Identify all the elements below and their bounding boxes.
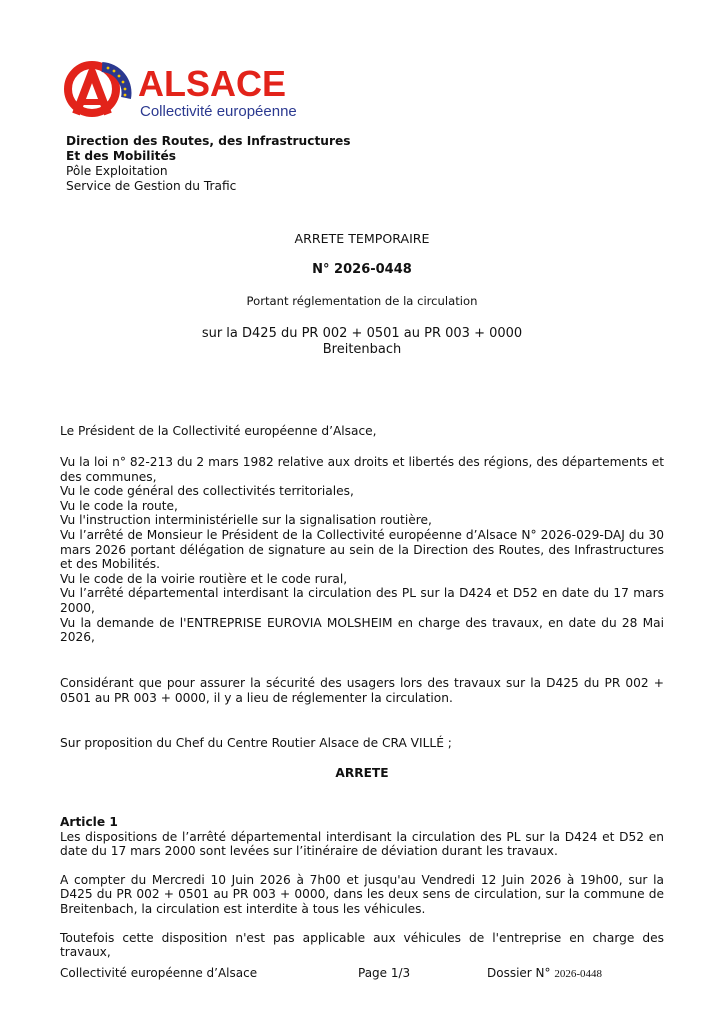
document-subject: Portant réglementation de la circulation [246, 294, 478, 308]
direction-line-4: Service de Gestion du Trafic [66, 179, 237, 193]
footer-page-number: Page 1/3 [358, 966, 411, 980]
footer-dossier-number: 2026-0448 [554, 968, 603, 980]
direction-line-3: Pôle Exploitation [66, 164, 168, 178]
footer-dossier [487, 966, 602, 980]
direction-block [66, 134, 351, 194]
logo-tagline: Collectivité européenne [140, 103, 297, 120]
intro-text: Le Président de la Collectivité européenne d’Alsace, [60, 424, 377, 438]
article-1-paragraph: Les dispositions de l’arrêté départemental interdisant la circulation des PL sur la D424 et D52 en date du 17 mars 2000 sont levées sur l’itinéraire de déviation durant les travaux. [60, 829, 664, 859]
vu-item: Vu la demande de l'ENTREPRISE EUROVIA MOLSHEIM en charge des travaux, en date du 28 Mai 2026, [60, 615, 664, 645]
vu-item: Vu le code la route, [60, 498, 178, 513]
logo-a-mark [76, 72, 108, 114]
considerant-text: Considérant que pour assurer la sécurité des usagers lors des travaux sur la D425 du PR 002 + 0501 au PR 003 + 0000, il y a lieu de réglementer la circulation. [60, 676, 664, 705]
footer-dossier-label: Dossier N° [487, 966, 551, 980]
vu-item: Vu l’arrêté de Monsieur le Président de la Collectivité européenne d’Alsace N° 2026-029-DAJ du 30 mars 2026 portant délégation de signature au sein de la Direction des Routes, des Infrastructures et des Mobilités. [60, 527, 664, 572]
direction-line-2: Et des Mobilités [66, 149, 176, 163]
arrete-heading: ARRETE [335, 766, 389, 780]
document-location [0, 326, 724, 358]
vu-item: Vu le code de la voirie routière et le code rural, [60, 571, 348, 586]
logo-word: ALSACE [138, 63, 287, 104]
footer-organisation: Collectivité européenne d’Alsace [60, 966, 258, 980]
article-1-heading: Article 1 [60, 815, 118, 829]
vu-item: Vu l’arrêté départemental interdisant la circulation des PL sur la D424 et D52 en date du 17 mars 2000, [60, 586, 664, 615]
vu-item: Vu le code général des collectivités territoriales, [60, 484, 354, 499]
direction-line-1: Direction des Routes, des Infrastructures [66, 134, 351, 148]
location-line-1: sur la D425 du PR 002 + 0501 au PR 003 + 0000 [201, 326, 523, 341]
alsace-logo [62, 58, 312, 122]
vu-list [60, 455, 664, 645]
article-1-paragraph: A compter du Mercredi 10 Juin 2026 à 7h00 et jusqu'au Vendredi 12 Juin 2026 à 19h00, sur la D425 du PR 002 + 0501 au PR 003 + 0000, dans les deux sens de circulation, sur la commune de Breitenbach, la circulation est interdite à tous les véhicules. [60, 872, 664, 916]
proposition-text: Sur proposition du Chef du Centre Routier Alsace de CRA VILLÉ ; [60, 736, 452, 750]
location-line-2: Breitenbach [322, 342, 402, 357]
article-1-paragraph: Toutefois cette disposition n'est pas applicable aux véhicules de l'entreprise en charge des travaux, [60, 930, 664, 960]
document-type: ARRETE TEMPORAIRE [294, 231, 430, 246]
document-number: N° 2026-0448 [312, 262, 412, 277]
article-1 [60, 815, 664, 960]
vu-item: Vu la loi n° 82-213 du 2 mars 1982 relative aux droits et libertés des régions, des départements et des communes, [60, 455, 664, 484]
vu-item: Vu l'instruction interministérielle sur la signalisation routière, [60, 513, 432, 528]
